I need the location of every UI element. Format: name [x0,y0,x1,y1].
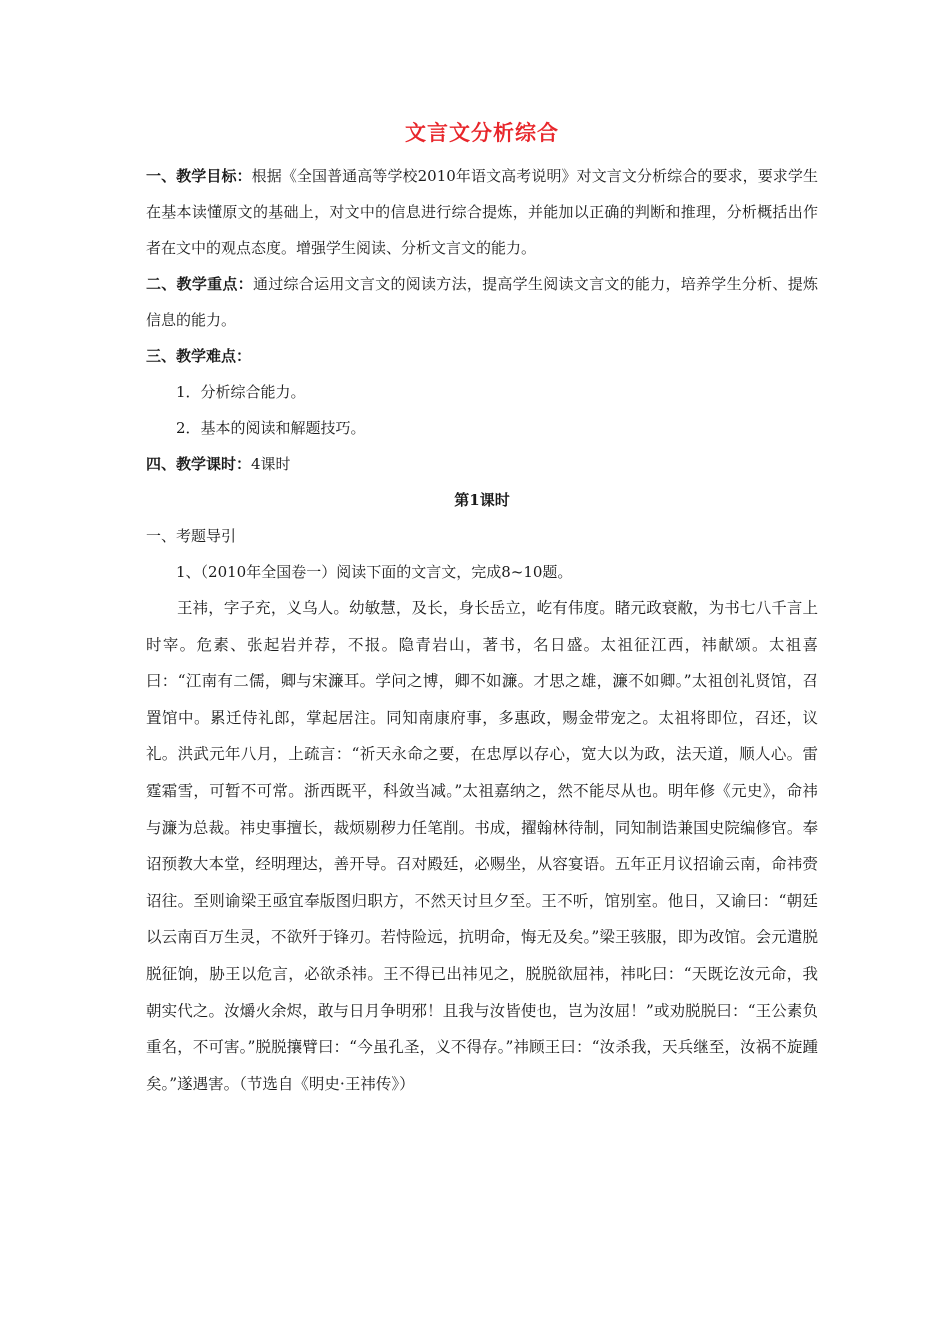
section-lesson-hours [146,446,818,482]
difficulty-item: 2．基本的阅读和解题技巧。 [176,419,366,437]
difficulty-item: 1．分析综合能力。 [176,383,306,401]
document-title: 文言文分析综合 [405,120,559,145]
subsection-title: 一、考题导引 [146,527,237,545]
section-text: 根据《全国普通高等学校2010年语文高考说明》对文言文分析综合的要求，要求学生在基本读懂原文的基础上，对文中的信息进行综合提炼，并能加以正确的判断和推理，分析概括出作者在文中的观点态度。增强学生阅读、分析文言文的能力。 [146,167,818,257]
section-text: 通过综合运用文言文的阅读方法，提高学生阅读文言文的能力，培养学生分析、提炼信息的能力。 [146,275,818,329]
section-heading: 四、教学课时： [146,455,252,473]
lesson-title: 第1课时 [454,491,510,509]
classical-passage: 王祎，字子充，义乌人。幼敏慧，及长，身长岳立，屹有伟度。睹元政衰敝，为书七八千言上时宰。危素、张起岩并荐，不报。隐青岩山，著书，名日盛。太祖征江西，祎献颂。太祖喜曰：“江南有二儒，卿与宋濂耳。学问之博，卿不如濂。才思之雄，濂不如卿。”太祖创礼贤馆，召置馆中。累迁侍礼郎，掌起居注。同知南康府事，多惠政，赐金带宠之。太祖将即位，召还，议礼。洪武元年八月，上疏言：“祈天永命之要，在忠厚以存心，宽大以为政，法天道，顺人心。雷霆霜雪，可暂不可常。浙西既平，科敛当减。”太祖嘉纳之，然不能尽从也。明年修《元史》，命祎与濂为总裁。祎史事擅长，裁烦剔秽力任笔削。书成，擢翰林待制，同知制诰兼国史院编修官。奉诏预教大本堂，经明理达，善开导。召对殿廷，必赐坐，从容宴语。五年正月议招谕云南，命祎赍诏往。至则谕梁王亟宜奉版图归职方，不然天讨旦夕至。王不听，馆别室。他日，又谕曰：“朝廷以云南百万生灵，不欲歼于锋刃。若恃险远，抗明命，悔无及矣。”梁王骇服，即为改馆。会元遣脱脱征饷，胁王以危言，必欲杀祎。王不得已出祎见之，脱脱欲屈祎，祎叱曰：“天既讫汝元命，我朝实代之。汝爝火余烬，敢与日月争明邪！且我与汝皆使也，岂为汝屈！”或劝脱脱曰：“王公素负重名，不可害。”脱脱攘臂曰：“今虽孔圣，义不得存。”祎顾王曰：“汝杀我，天兵继至，汝祸不旋踵矣。”遂遇害。（节选自《明史·王祎传》） [146,599,818,1093]
section-heading: 三、教学难点： [146,347,252,365]
question-intro: 1、（2010年全国卷一）阅读下面的文言文，完成8~10题。 [176,563,573,581]
section-objectives [146,158,818,266]
section-difficulties [146,338,818,374]
section-heading: 二、教学重点： [146,275,253,293]
document-page [146,118,818,1102]
section-key-points [146,266,818,338]
section-heading: 一、教学目标： [146,167,252,185]
section-text: 4课时 [251,455,291,473]
